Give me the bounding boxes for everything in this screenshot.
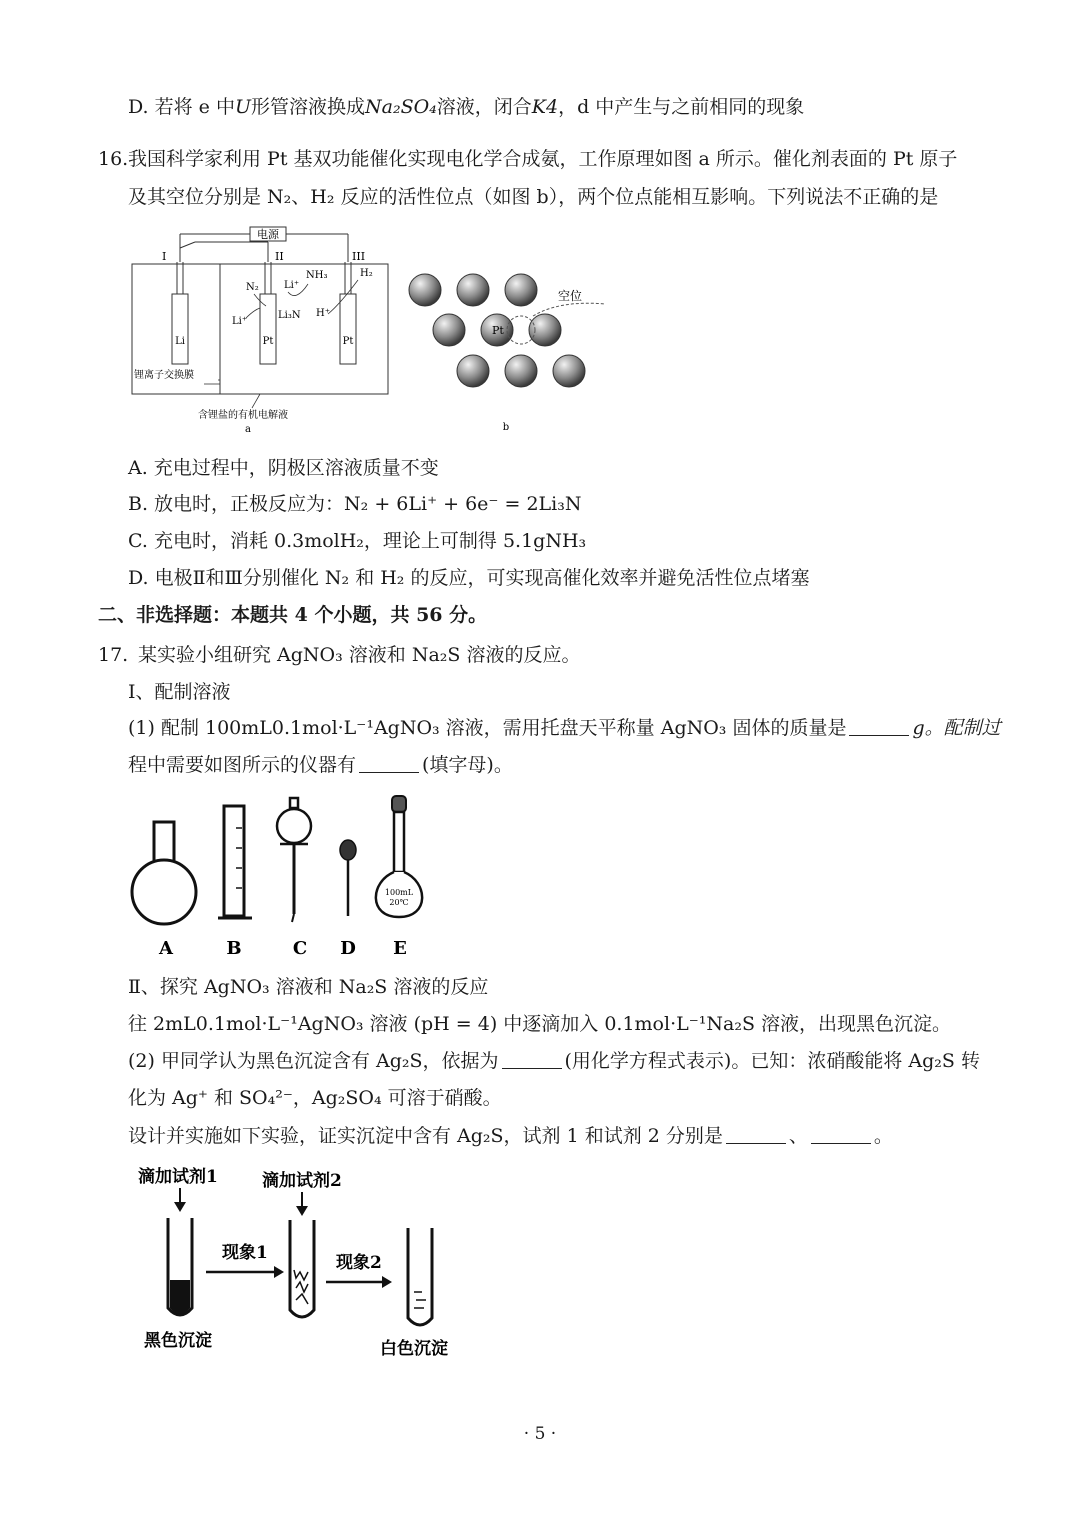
h2-label: H₂ — [360, 268, 373, 279]
instrument-e-label: E — [393, 938, 407, 959]
instrument-d-label: D — [340, 938, 356, 959]
q17-p2-line1: 往 2mL0.1mol·L⁻¹AgNO₃ 溶液 (pH = 4) 中逐滴加入 0.1mol·L⁻¹Na₂S 溶液，出现黑色沉淀。 — [128, 1013, 951, 1035]
electrode-I-label: I — [162, 250, 167, 263]
q17-p1-line1 — [128, 716, 1001, 740]
q17-p2-line2b: (用化学方程式表示)。已知：浓硝酸能将 Ag₂S 转 — [564, 1050, 980, 1072]
pt-II-label: Pt — [262, 336, 274, 347]
q16-figure-b — [400, 262, 620, 437]
q17-p2-line4 — [128, 1124, 893, 1148]
q15-d-u: U — [234, 96, 251, 118]
instrument-d-dropper — [340, 840, 356, 916]
answer-blank-reagent2[interactable] — [811, 1125, 871, 1144]
q17-p2-line4a: 设计并实施如下实验，证实沉淀中含有 Ag₂S，试剂 1 和试剂 2 分别是 — [128, 1125, 723, 1147]
reagent1-label: 滴加试剂1 — [138, 1167, 218, 1187]
pt-atom — [409, 274, 441, 306]
q17-p2-line2 — [128, 1049, 980, 1073]
q17-p1-line2b: (填字母)。 — [422, 754, 513, 776]
h-plus-label: H⁺ — [316, 308, 330, 319]
flask-mark-volume: 100mL — [384, 888, 414, 897]
nh3-label: NH₃ — [306, 270, 328, 281]
electrode-III-label: III — [352, 250, 366, 263]
answer-blank-equation[interactable] — [502, 1050, 562, 1069]
page-number: · 5 · — [523, 1424, 557, 1444]
instrument-a-round-flask — [132, 822, 196, 924]
pt-atom — [457, 355, 489, 387]
phenomenon1-label: 现象1 — [222, 1243, 268, 1263]
q17-p1-line1a: (1) 配制 100mL0.1mol·L⁻¹AgNO₃ 溶液，需用托盘天平称量 AgNO₃ 固体的质量是 — [128, 717, 847, 739]
q17-p1-line2 — [128, 753, 513, 777]
q15-d-rest2: ，d 中产生与之前相同的现象 — [558, 96, 805, 118]
q16-stem-line1: 我国科学家利用 Pt 基双功能催化实现电化学合成氨，工作原理如图 a 所示。催化剂表面的 Pt 原子 — [128, 148, 958, 170]
q16-figure-a — [120, 222, 400, 437]
test-tube-3 — [408, 1228, 432, 1325]
pt-atom — [505, 274, 537, 306]
q16-number: 16. — [98, 148, 129, 170]
pt-atom — [505, 355, 537, 387]
pt-electrode-II — [260, 294, 276, 364]
q17-p1-line1b: g。配制过 — [912, 717, 1001, 739]
q17-p2-line4b: 、 — [788, 1125, 808, 1147]
q16-option-d: D. 电极Ⅱ和Ⅲ分别催化 N₂ 和 H₂ 的反应，可实现高催化效率并避免活性位点堵塞 — [128, 567, 810, 589]
q15-d-na2so4: Na₂SO₄ — [365, 96, 437, 118]
instrument-b-cylinder — [218, 806, 252, 918]
instrument-e-volumetric-flask — [376, 796, 422, 917]
pt-atom-label: Pt — [492, 324, 504, 337]
q15-option-d — [128, 95, 804, 119]
switch-lever — [180, 242, 195, 248]
q17-part2-title: Ⅱ、探究 AgNO₃ 溶液和 Na₂S 溶液的反应 — [128, 976, 489, 998]
li3n-label: Li₃N — [278, 310, 301, 321]
instrument-b-label: B — [226, 938, 242, 959]
q16-option-c: C. 充电时，消耗 0.3molH₂，理论上可制得 5.1gNH₃ — [128, 530, 587, 552]
q15-d-k4: K4 — [531, 96, 559, 118]
n2-label: N₂ — [246, 282, 259, 293]
li-electrode — [172, 294, 188, 364]
instrument-c-label: C — [292, 938, 308, 959]
q16-stem-line2: 及其空位分别是 N₂、H₂ 反应的活性位点（如图 b），两个位点能相互影响。下列说法不正确的是 — [128, 186, 939, 208]
answer-blank-mass[interactable] — [849, 717, 909, 736]
test-tube-2 — [290, 1220, 314, 1317]
electrode-II-label: II — [275, 250, 284, 263]
test-tube-1 — [168, 1218, 192, 1315]
q15-d-mid: 形管溶液换成 — [250, 96, 365, 118]
answer-blank-instruments[interactable] — [359, 754, 419, 773]
instrument-a-label: A — [159, 938, 173, 959]
pt-atom — [457, 274, 489, 306]
q17-number: 17. — [98, 644, 129, 666]
pt-atom — [553, 355, 585, 387]
reagent2-label: 滴加试剂2 — [262, 1171, 342, 1191]
white-ppt-label: 白色沉淀 — [380, 1339, 448, 1359]
flask-mark-temp: 20℃ — [389, 898, 409, 907]
q16-option-b: B. 放电时，正极反应为：N₂ + 6Li⁺ + 6e⁻ = 2Li₃N — [128, 493, 582, 515]
pt-atom — [529, 314, 561, 346]
li-electrode-label: Li — [175, 336, 185, 347]
pt-electrode-III — [340, 294, 356, 364]
q17-p2-line4c: 。 — [873, 1125, 893, 1147]
q17-flow-diagram — [130, 1160, 490, 1365]
q16-option-a: A. 充电过程中，阴极区溶液质量不变 — [128, 457, 439, 479]
q17-instruments-figure — [120, 792, 450, 962]
pt-III-label: Pt — [342, 336, 354, 347]
q17-p2-line2a: (2) 甲同学认为黑色沉淀含有 Ag₂S，依据为 — [128, 1050, 499, 1072]
q17-p2-line3: 化为 Ag⁺ 和 SO₄²⁻，Ag₂SO₄ 可溶于硝酸。 — [128, 1087, 502, 1109]
q17-part1-title: Ⅰ、配制溶液 — [128, 681, 231, 703]
membrane-label: 锂离子交换膜 — [134, 370, 194, 381]
q15-d-prefix: D. 若将 e 中 — [128, 96, 235, 118]
electrolyte-label: 含锂盐的有机电解液 — [198, 410, 288, 421]
li-plus-left-label: Li⁺ — [232, 316, 248, 327]
q17-intro: 某实验小组研究 AgNO₃ 溶液和 Na₂S 溶液的反应。 — [138, 644, 581, 666]
q17-p1-line2a: 程中需要如图所示的仪器有 — [128, 754, 357, 776]
pt-atom — [433, 314, 465, 346]
li-plus-top-label: Li⁺ — [284, 280, 300, 291]
q15-d-rest: 溶液，闭合 — [436, 96, 532, 118]
black-ppt-label: 黑色沉淀 — [144, 1331, 212, 1351]
power-label: 电源 — [257, 228, 279, 241]
figure-a-caption: a — [245, 424, 251, 435]
instrument-c-funnel — [277, 798, 311, 922]
vacancy-label: 空位 — [558, 289, 583, 303]
figure-b-caption: b — [502, 422, 510, 433]
section2-heading: 二、非选择题：本题共 4 个小题，共 56 分。 — [98, 604, 488, 626]
phenomenon2-label: 现象2 — [336, 1253, 382, 1273]
answer-blank-reagent1[interactable] — [726, 1125, 786, 1144]
